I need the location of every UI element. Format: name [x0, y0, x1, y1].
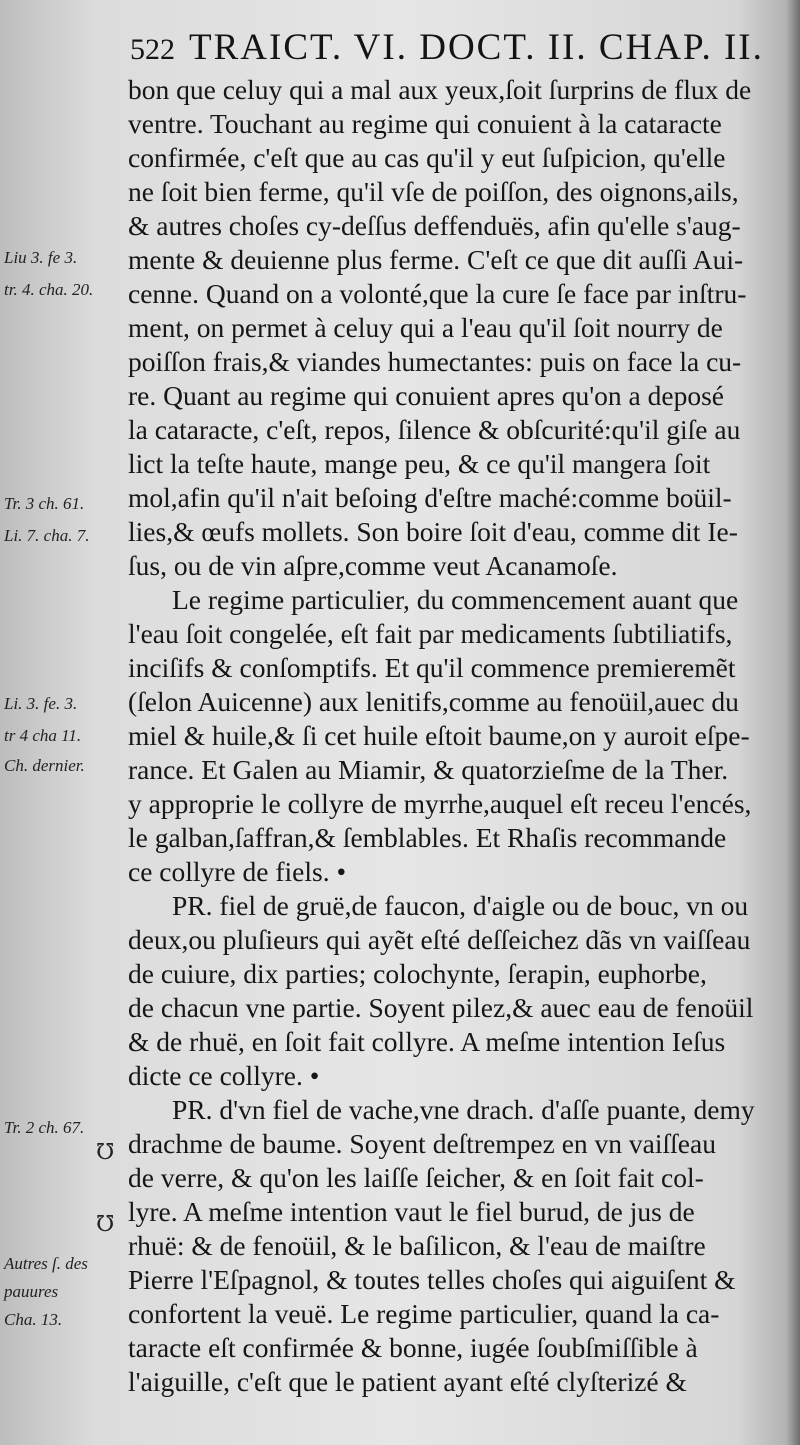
margin-note: Tr. 2 ch. 67. — [4, 1118, 85, 1137]
omega-mark-icon: ℧ — [96, 1212, 115, 1237]
text-line: & autres choſes cy-deſſus deffenduës, afin qu'elle s'aug- — [128, 210, 741, 241]
text-line: le galban,ſaffran,& ſemblables. Et Rhaſis recommande — [128, 822, 727, 853]
text-line: taracte eſt confirmée & bonne, iugée ſoubſmiſſible à — [128, 1332, 698, 1363]
text-line: deux,ou pluſieurs qui ayẽt eſté deſſeichez dãs vn vaiſſeau — [128, 924, 751, 955]
text-line: & de rhuë, en ſoit fait collyre. A meſme intention Ieſus — [128, 1026, 726, 1057]
margin-note: Autres ſ. des — [4, 1254, 88, 1273]
text-line: rance. Et Galen au Miamir, & quatorzieſme de la Ther. — [128, 754, 729, 785]
text-line: PR. d'vn fiel de vache,vne drach. d'aſſe puante, demy — [172, 1094, 755, 1125]
running-header — [130, 26, 770, 69]
text-line: y approprie le collyre de myrrhe,auquel eſt receu l'encés, — [128, 788, 752, 819]
margin-note: tr. 4. cha. 20. — [4, 280, 94, 299]
omega-mark-icon: ℧ — [96, 1140, 115, 1165]
text-line: confortent la veuë. Le regime particulier, quand la ca- — [128, 1298, 720, 1329]
margin-note: Li. 3. fe. 3. — [4, 694, 78, 713]
margin-note: Cha. 13. — [4, 1310, 63, 1329]
text-line: ventre. Touchant au regime qui conuient à la cataracte — [128, 108, 722, 139]
text-line: l'eau ſoit congelée, eſt fait par medicaments ſubtiliatifs, — [128, 618, 733, 649]
text-line: PR. fiel de gruë,de faucon, d'aigle ou de bouc, vn ou — [172, 890, 749, 921]
text-line: re. Quant au regime qui conuient apres qu'on a deposé — [128, 380, 725, 411]
margin-note: Li. 7. cha. 7. — [4, 526, 90, 545]
margin-note: tr 4 cha 11. — [4, 726, 82, 745]
text-line: de verre, & qu'on les laiſſe ſeicher, & en ſoit fait col- — [128, 1162, 704, 1193]
text-line: poiſſon frais,& viandes humectantes: puis on face la cu- — [128, 346, 742, 377]
text-line: ſus, ou de vin aſpre,comme veut Acanamoſe. — [128, 550, 618, 581]
margin-note: pauures — [4, 1282, 59, 1301]
text-line: ce collyre de fiels. • — [128, 856, 347, 887]
text-line: bon que celuy qui a mal aux yeux,ſoit ſurprins de flux de — [128, 74, 752, 105]
text-line: la cataracte, c'eſt, repos, ſilence & obſcurité:qu'il giſe au — [128, 414, 741, 445]
text-line: de chacun vne partie. Soyent pilez,& auec eau de fenoüil — [128, 992, 754, 1023]
text-line: mol,afin qu'il n'ait beſoing d'eſtre maché:comme boüil- — [128, 482, 732, 513]
text-line: ne ſoit bien ferme, qu'il vſe de poiſſon, des oignons,ails, — [128, 176, 739, 207]
margin-note: Liu 3. fe 3. — [4, 248, 78, 267]
text-line: de cuiure, dix parties; colochynte, ſerapin, euphorbe, — [128, 958, 707, 989]
text-line: Le regime particulier, du commencement auant que — [172, 584, 739, 615]
text-line: lies,& œufs mollets. Son boire ſoit d'eau, comme dit Ie- — [128, 516, 738, 547]
margin-note: Ch. dernier. — [4, 756, 85, 775]
text-line: mente & deuienne plus ferme. C'eſt ce que dit auſſi Aui- — [128, 244, 744, 275]
running-head-title: TRAICT. VI. DOCT. II. CHAP. II. — [189, 27, 764, 68]
text-line: lict la teſte haute, mange peu, & ce qu'il mangera ſoit — [128, 448, 711, 479]
text-line: lyre. A meſme intention vaut le fiel burud, de jus de — [128, 1196, 695, 1227]
text-line: (ſelon Auicenne) aux lenitifs,comme au fenoüil,auec du — [128, 686, 739, 717]
page-number: 522 — [130, 33, 175, 66]
text-line: Pierre l'Eſpagnol, & toutes telles choſes qui aiguiſent & — [128, 1264, 736, 1295]
margin-note: Tr. 3 ch. 61. — [4, 494, 85, 513]
text-line: ment, on permet à celuy qui a l'eau qu'il ſoit nourry de — [128, 312, 723, 343]
text-line: miel & huile,& ſi cet huile eſtoit baume,on y auroit eſpe- — [128, 720, 750, 751]
text-line: dicte ce collyre. • — [128, 1060, 320, 1091]
text-line: drachme de baume. Soyent deſtrempez en vn vaiſſeau — [128, 1128, 716, 1159]
text-line: inciſifs & conſomptifs. Et qu'il commence premieremẽt — [128, 652, 736, 683]
text-line: cenne. Quand on a volonté,que la cure ſe face par inſtru- — [128, 278, 747, 309]
text-line: rhuë: & de fenoüil, & le baſilicon, & l'eau de maiſtre — [128, 1230, 706, 1261]
binding-shadow — [786, 0, 800, 1445]
text-line: l'aiguille, c'eſt que le patient ayant eſté clyſterizé & — [128, 1366, 687, 1397]
text-line: confirmée, c'eſt que au cas qu'il y eut ſuſpicion, qu'elle — [128, 142, 726, 173]
